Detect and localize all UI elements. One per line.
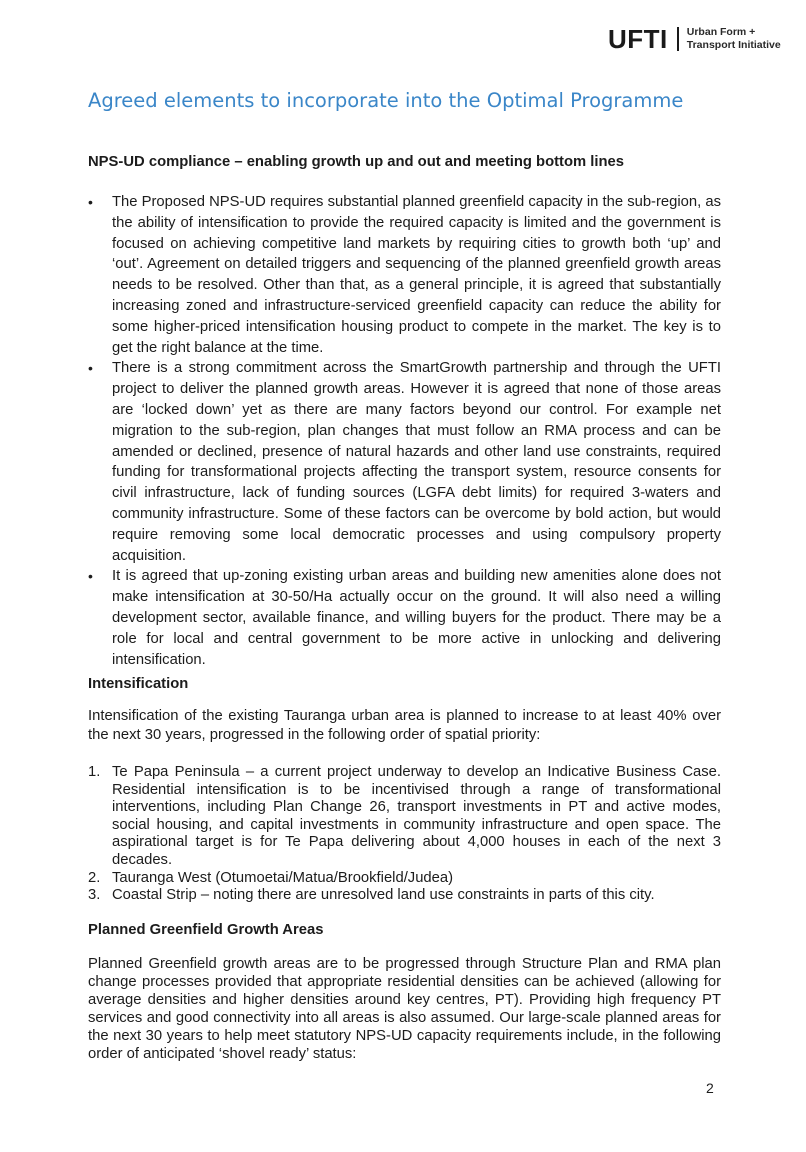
bullet-icon: • — [88, 194, 93, 210]
bullet-item — [88, 358, 721, 566]
list-text: Tauranga West (Otumoetai/Matua/Brookfield/Judea) — [112, 869, 454, 886]
section-heading-nps-ud: NPS-UD compliance – enabling growth up and out and meeting bottom lines — [88, 154, 625, 170]
priority-list — [88, 764, 721, 905]
list-text: Coastal Strip – noting there are unresolved land use constraints in parts of this city. — [112, 887, 655, 904]
list-number: 2. — [88, 869, 101, 886]
logo-text — [687, 26, 781, 52]
list-item — [88, 764, 721, 870]
section-heading-greenfield: Planned Greenfield Growth Areas — [88, 922, 324, 938]
list-number: 1. — [88, 764, 101, 780]
bullet-text: There is a strong commitment across the SmartGrowth partnership and through the UFTI project to deliver the planned growth areas. However it is agreed that none of those areas are ‘locked down’ yet as there are many factors beyond our control. For example net migration to the sub-region, plan changes that must follow an RMA process and can be amended or declined, presence of natural hazards and other land use constraints, required funding for transformational projects affecting the transport system, resource consents for civil infrastructure, lack of funding sources (LGFA debt limits) for required 3-waters and community infrastructure. Some of these factors can be overcome by bold action, but would require removing some local democratic processes and using compulsory property acquisition. — [112, 360, 721, 564]
logo-line-1: Urban Form + — [686, 26, 756, 38]
bullet-icon: • — [88, 360, 93, 377]
logo-divider — [677, 27, 679, 51]
bullet-icon: • — [88, 568, 93, 585]
list-number: 3. — [88, 887, 101, 904]
intensification-intro: Intensification of the existing Tauranga urban area is planned to increase to at least 40% over the next 30 years, progressed in the following order of spatial priority: — [88, 708, 721, 743]
logo-mark: UFTI — [608, 24, 668, 54]
bullet-item — [88, 566, 721, 670]
section-heading-intensification: Intensification — [88, 676, 189, 692]
bullet-text: The Proposed NPS-UD requires substantial planned greenfield capacity in the sub-region, as the ability of intensification to provide the required capacity is limited and the government is focused on achieving competitive land markets by requiring cities to growth both ‘up’ and ‘out’. Agreement on detailed triggers and sequencing of the planned greenfield growth areas needs to be resolved. Other than that, as a general principle, it is agreed that substantially increasing zoned and infrastructure-serviced greenfield capacity can reduce the ability for some higher-priced intensification housing product to compete in the market. The key is to get the right balance at the time. — [112, 194, 721, 356]
ufti-logo — [608, 26, 781, 52]
page-number: 2 — [706, 1080, 714, 1096]
bullet-list — [88, 192, 721, 670]
bullet-item — [88, 192, 721, 358]
logo-line-2: Transport Initiative — [686, 39, 781, 51]
page-title: Agreed elements to incorporate into the Optimal Programme — [88, 89, 684, 112]
list-text: Te Papa Peninsula – a current project underway to develop an Indicative Business Case. Residential intensification is to be incentivised through a range of transformational interventions, including Plan Change 26, transport investments in PT and active modes, social housing, and capital investments in community infrastructure and open space. The aspirational target is for Te Papa delivering about 4,000 houses in each of the next 3 decades. — [112, 764, 721, 868]
list-item — [88, 870, 721, 888]
bullet-text: It is agreed that up-zoning existing urban areas and building new amenities alone does not make intensification at 30-50/Ha actually occur on the ground. It will also need a willing development sector, available finance, and willing buyers for the product. There may be a role for local and central government to be more active in unlocking and delivering intensification. — [112, 568, 721, 668]
greenfield-paragraph: Planned Greenfield growth areas are to be progressed through Structure Plan and RMA plan change processes provided that appropriate residential densities can be achieved (allowing for average densities and higher densities around key centres, PT). Providing high frequency PT services and good connectivity into all areas is also assumed. Our large-scale planned areas for the next 30 years to help meet statutory NPS-UD capacity requirements include, in the following order of anticipated ‘shovel ready’ status: — [88, 956, 721, 1062]
list-item — [88, 887, 721, 905]
